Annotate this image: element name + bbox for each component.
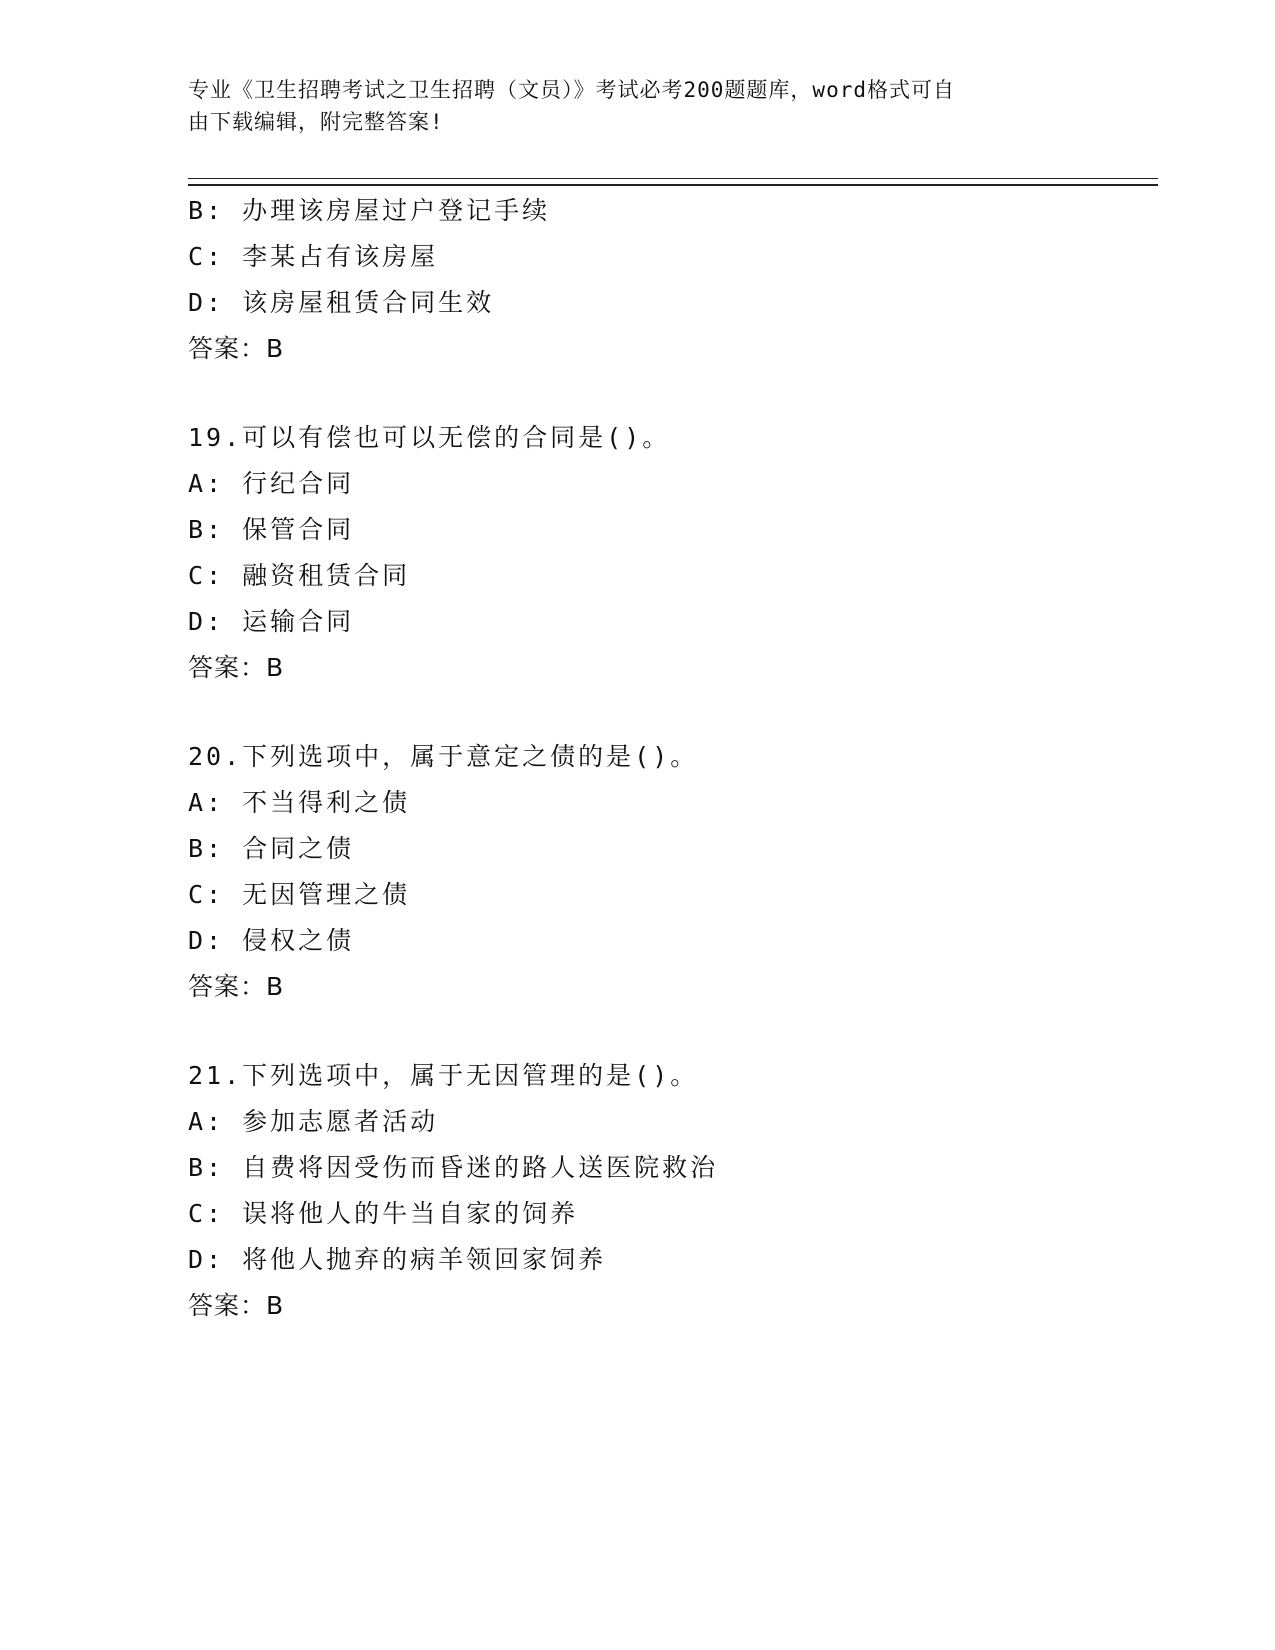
answer-label: 答案：B — [188, 972, 285, 1001]
option-d: D: 该房屋租赁合同生效 — [188, 288, 495, 317]
question-19 — [188, 415, 1148, 691]
option-a: A: 不当得利之债 — [188, 788, 411, 817]
option-b: B: 保管合同 — [188, 515, 355, 544]
question-text: 19.可以有偿也可以无偿的合同是()。 — [188, 423, 671, 452]
page-header — [188, 74, 1088, 138]
question-20 — [188, 734, 1148, 1010]
option-a: A: 行纪合同 — [188, 469, 355, 498]
question-21 — [188, 1053, 1148, 1329]
option-b: B: 办理该房屋过户登记手续 — [188, 196, 551, 225]
option-d: D: 侵权之债 — [188, 926, 355, 955]
answer-label: 答案：B — [188, 1291, 285, 1320]
option-d: D: 运输合同 — [188, 607, 355, 636]
answer-label: 答案：B — [188, 334, 285, 363]
option-a: A: 参加志愿者活动 — [188, 1107, 439, 1136]
answer-label: 答案：B — [188, 653, 285, 682]
spacer — [188, 691, 1148, 734]
spacer — [188, 1010, 1148, 1053]
option-c: C: 李某占有该房屋 — [188, 242, 439, 271]
option-c: C: 融资租赁合同 — [188, 561, 411, 590]
question-18-partial — [188, 188, 1148, 372]
question-text: 21.下列选项中，属于无因管理的是()。 — [188, 1061, 699, 1090]
header-divider — [188, 178, 1158, 186]
spacer — [188, 372, 1148, 415]
option-c: C: 误将他人的牛当自家的饲养 — [188, 1199, 579, 1228]
question-list — [188, 188, 1148, 1329]
question-text: 20.下列选项中，属于意定之债的是()。 — [188, 742, 699, 771]
option-d: D: 将他人抛弃的病羊领回家饲养 — [188, 1245, 607, 1274]
option-b: B: 自费将因受伤而昏迷的路人送医院救治 — [188, 1153, 719, 1182]
header-line-1: 专业《卫生招聘考试之卫生招聘（文员）》考试必考200题题库，word格式可自 — [188, 78, 955, 102]
option-b: B: 合同之债 — [188, 834, 355, 863]
option-c: C: 无因管理之债 — [188, 880, 411, 909]
header-line-2: 由下载编辑，附完整答案! — [188, 110, 444, 134]
